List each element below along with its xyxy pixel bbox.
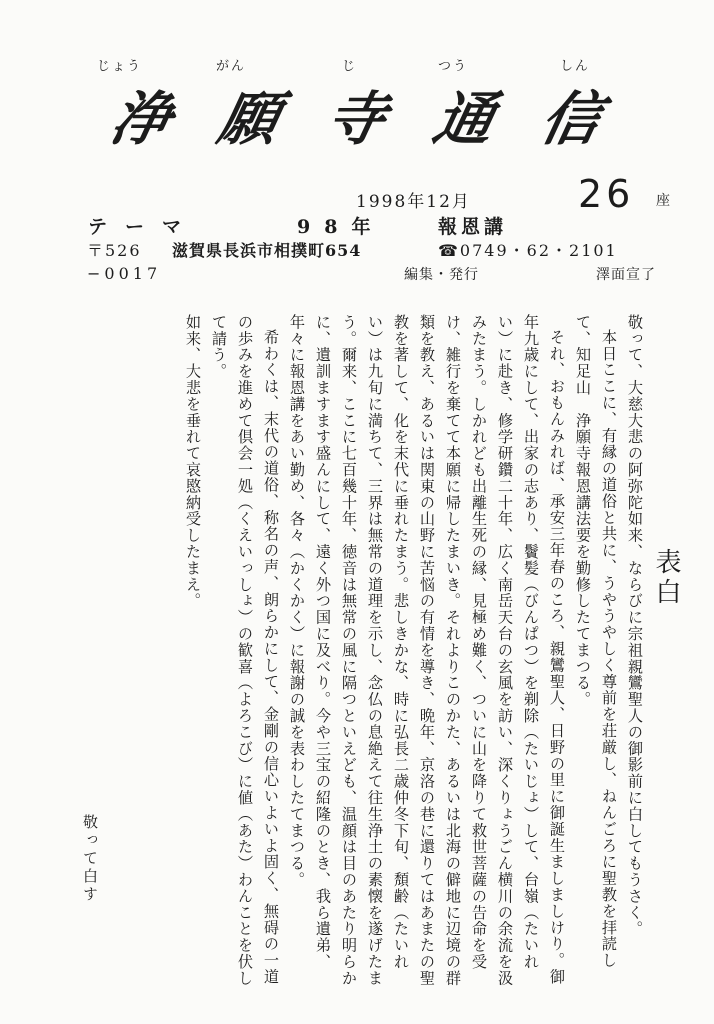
body-paragraph: それ、おもんみれば、承安三年春のころ、親鸞聖人、日野の里に御誕生ましましけり。御年九歳にして、出家の志あり、鬢髪（びんぱつ）を剃除（たいじょ）して、台嶺（たいれい）に赴き、修学研鑽二十年、広く南岳天台の玄風を訪い、深くりょうごん横川の余流を汲みたまう。しかれども出離生死の縁、見極め難く、ついに山を降りて救世菩薩の告命を受け、雑行を棄てて本願に帰したまいき。それよりこのかた、あるいは北海の僻地に辺境の群類を教え、あるいは関東の山野に苦悩の有情を導き、晩年、京洛の巷に還りてはあまたの聖教を著して、化を末代に垂れたまう。悲しきかな、時に弘長二歳仲冬下旬、頽齢（たいれい）は九旬に満ちて、三界は無常の道理を示し、念仏の息絶えて往生浄土の素懐を遂げたまう。爾来、ここに七百幾十年、徳音は無常の風に隔つといえども、温顔は目のあたり明らかに、遺訓ますます盛んにして、遠く外つ国に及べり。今や三宝の紹隆のとき、我ら遺弟、年々に報恩講をあい勤め、各々（かくかく）に報謝の誠を表わしたてまつる。 [288,314,566,987]
body-paragraph: 敬って、大慈大悲の阿弥陀如来、ならびに宗祖親鸞聖人の御影前に白してもうさく。 [626,314,644,938]
title-char-ji: 寺 [319,85,393,153]
closing-line: 敬って白す [81,814,99,904]
article-body [48,314,648,994]
ruby-tsuu: つう [438,59,469,74]
issue-suffix: 座 [656,193,670,209]
editor-name: 澤面宣了 [596,267,656,283]
ruby-jou: じょう [97,59,143,74]
postal-code: 〒526 [87,241,142,260]
address-location: 滋賀県長浜市相撲町654 [172,241,362,260]
body-paragraph: 本日ここに、有縁の道俗と共に、うやうやしく尊前を荘厳し、ねんごろに聖教を拝読して、知足山 浄願寺報恩講法要を勤修したてまつる。 [574,314,618,969]
issue-date: 1998年12月 [356,192,471,212]
telephone: ☎0749・62・2101 [438,241,618,260]
issue-number: 26 [578,172,635,216]
theme-year: 98年 [297,216,385,238]
editor-label: 編集・発行 [404,267,479,283]
newsletter-title [96,84,616,154]
ruby-shin: しん [560,59,591,74]
theme-label: テーマ [88,216,200,238]
title-char-gan: 願 [212,85,285,153]
body-paragraph: 希わくは、末代の道俗、称名の声、朗らかにして、金剛の信心いよいよ固く、無碍の一道の歩みを進めて倶会一処（くえいっしょ）の歓喜（よろこび）に値（あた）わんことを伏して請う。 [210,314,280,987]
title-char-tsuu: 通 [427,85,500,153]
ruby-ji: じ [342,59,358,74]
body-paragraph: 如来、大悲を垂れて哀愍納受したまえ。 [184,314,202,610]
title-char-jou: 浄 [104,85,178,153]
title-char-shin: 信 [534,85,608,153]
theme-name: 報恩講 [438,216,508,238]
postal-code-suffix: −0017 [87,264,162,283]
side-label: 表白 [651,548,681,608]
ruby-gan: がん [216,59,247,74]
